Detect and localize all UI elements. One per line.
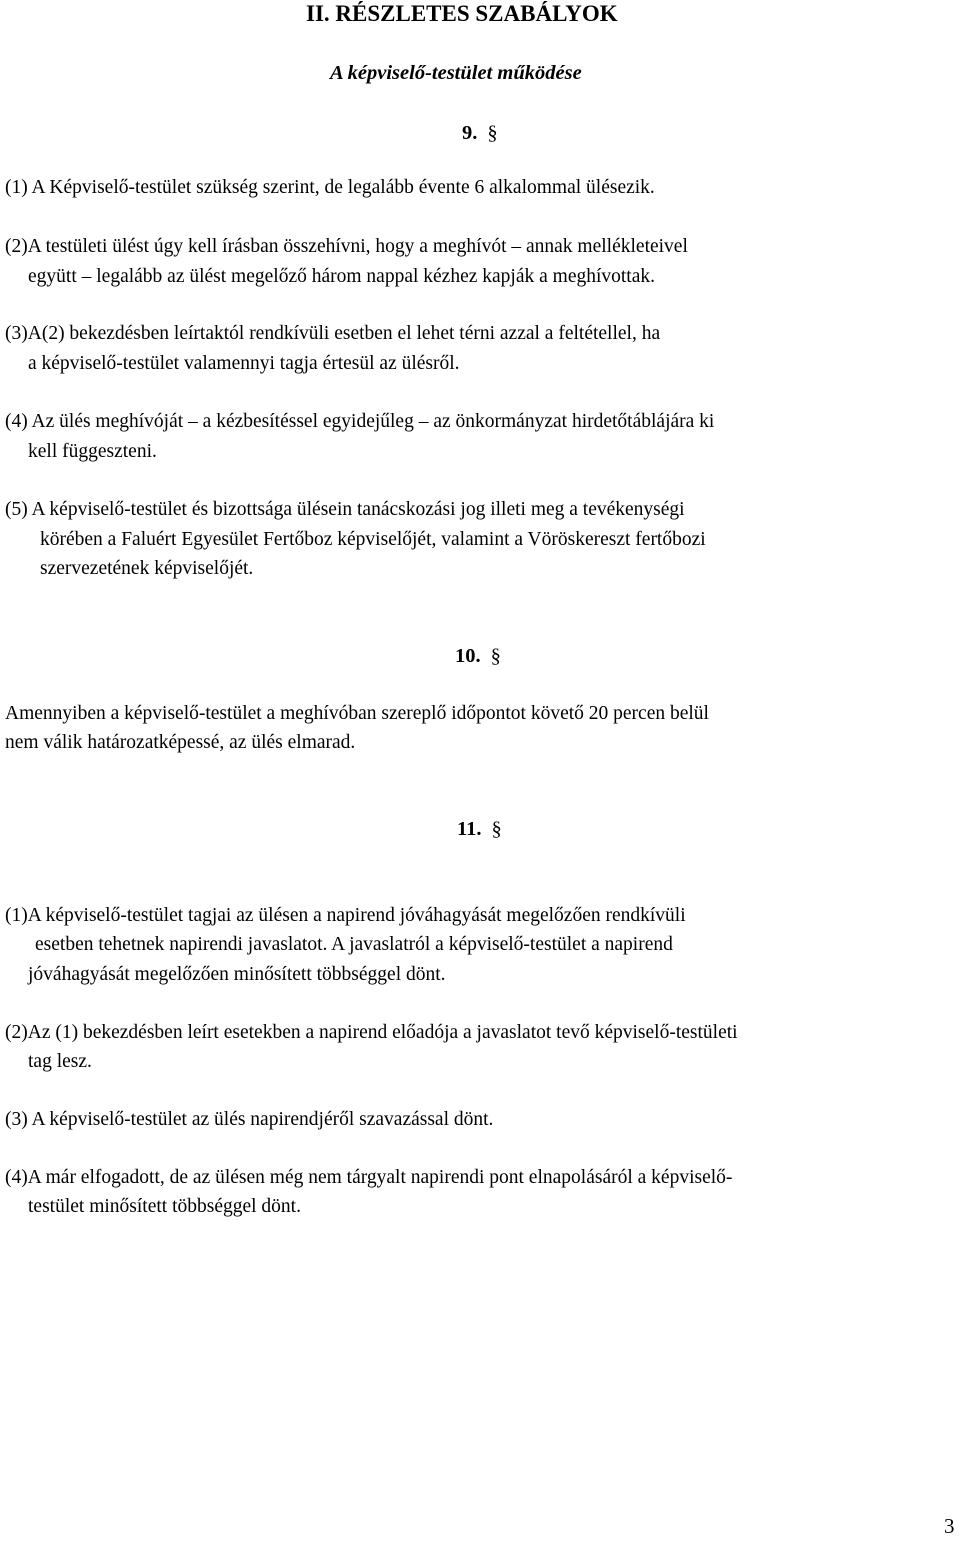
paragraph-line: együtt – legalább az ülést megelőző három nappal kézhez kapják a meghívottak. bbox=[28, 266, 656, 287]
paragraph-line: (4) Az ülés meghívóját – a kézbesítéssel egyidejűleg – az önkormányzat hirdetőtáblájára ki bbox=[5, 411, 715, 432]
paragraph-line: (2)A testületi ülést úgy kell írásban összehívni, hogy a meghívót – annak mellékleteivel bbox=[5, 236, 688, 257]
paragraph-symbol: § bbox=[491, 818, 502, 840]
paragraph-line: (5) A képviselő-testület és bizottsága ülésein tanácskozási jog illeti meg a tevékenységi bbox=[5, 499, 685, 520]
paragraph-line: körében a Faluért Egyesület Fertőboz képviselőjét, valamint a Vöröskereszt fertőbozi bbox=[40, 529, 706, 550]
section-number: 11. bbox=[457, 818, 482, 840]
paragraph-line: (3)A(2) bekezdésben leírtaktól rendkívüli esetben el lehet térni azzal a feltétellel, ha bbox=[5, 323, 661, 344]
section-heading bbox=[462, 120, 498, 146]
paragraph-line: (1) A Képviselő-testület szükség szerint, de legalább évente 6 alkalommal ülésezik. bbox=[5, 177, 655, 198]
paragraph-line: (4)A már elfogadott, de az ülésen még nem tárgyalt napirendi pont elnapolásáról a képviselő- bbox=[5, 1167, 733, 1188]
paragraph-line: testület minősített többséggel dönt. bbox=[28, 1196, 301, 1217]
document-subtitle: A képviselő-testület működése bbox=[330, 62, 582, 84]
paragraph-line: kell függeszteni. bbox=[28, 441, 157, 462]
paragraph-line: szervezetének képviselőjét. bbox=[40, 558, 254, 579]
paragraph-symbol: § bbox=[490, 645, 501, 667]
section-heading bbox=[457, 816, 502, 842]
paragraph-line: Amennyiben a képviselő-testület a meghívóban szereplő időpontot követő 20 percen belül bbox=[5, 703, 709, 724]
paragraph-line: jóváhagyását megelőzően minősített többséggel dönt. bbox=[28, 964, 446, 985]
section-heading bbox=[455, 643, 501, 669]
paragraph-line: a képviselő-testület valamennyi tagja értesül az ülésről. bbox=[28, 353, 460, 374]
document-title: II. RÉSZLETES SZABÁLYOK bbox=[306, 1, 618, 26]
paragraph-line: (2)Az (1) bekezdésben leírt esetekben a napirend előadója a javaslatot tevő képviselő-testületi bbox=[5, 1022, 738, 1043]
page-number: 3 bbox=[944, 1514, 955, 1538]
paragraph-line: tag lesz. bbox=[28, 1051, 92, 1072]
paragraph-line: (1)A képviselő-testület tagjai az ülésen a napirend jóváhagyását megelőzően rendkívüli bbox=[5, 905, 686, 926]
paragraph-line: (3) A képviselő-testület az ülés napirendjéről szavazással dönt. bbox=[5, 1109, 494, 1130]
section-number: 9. bbox=[462, 122, 478, 144]
section-number: 10. bbox=[455, 645, 481, 667]
paragraph-line: nem válik határozatképessé, az ülés elmarad. bbox=[5, 732, 356, 753]
paragraph-line: esetben tehetnek napirendi javaslatot. A javaslatról a képviselő-testület a napirend bbox=[35, 934, 673, 955]
paragraph-symbol: § bbox=[487, 122, 498, 144]
